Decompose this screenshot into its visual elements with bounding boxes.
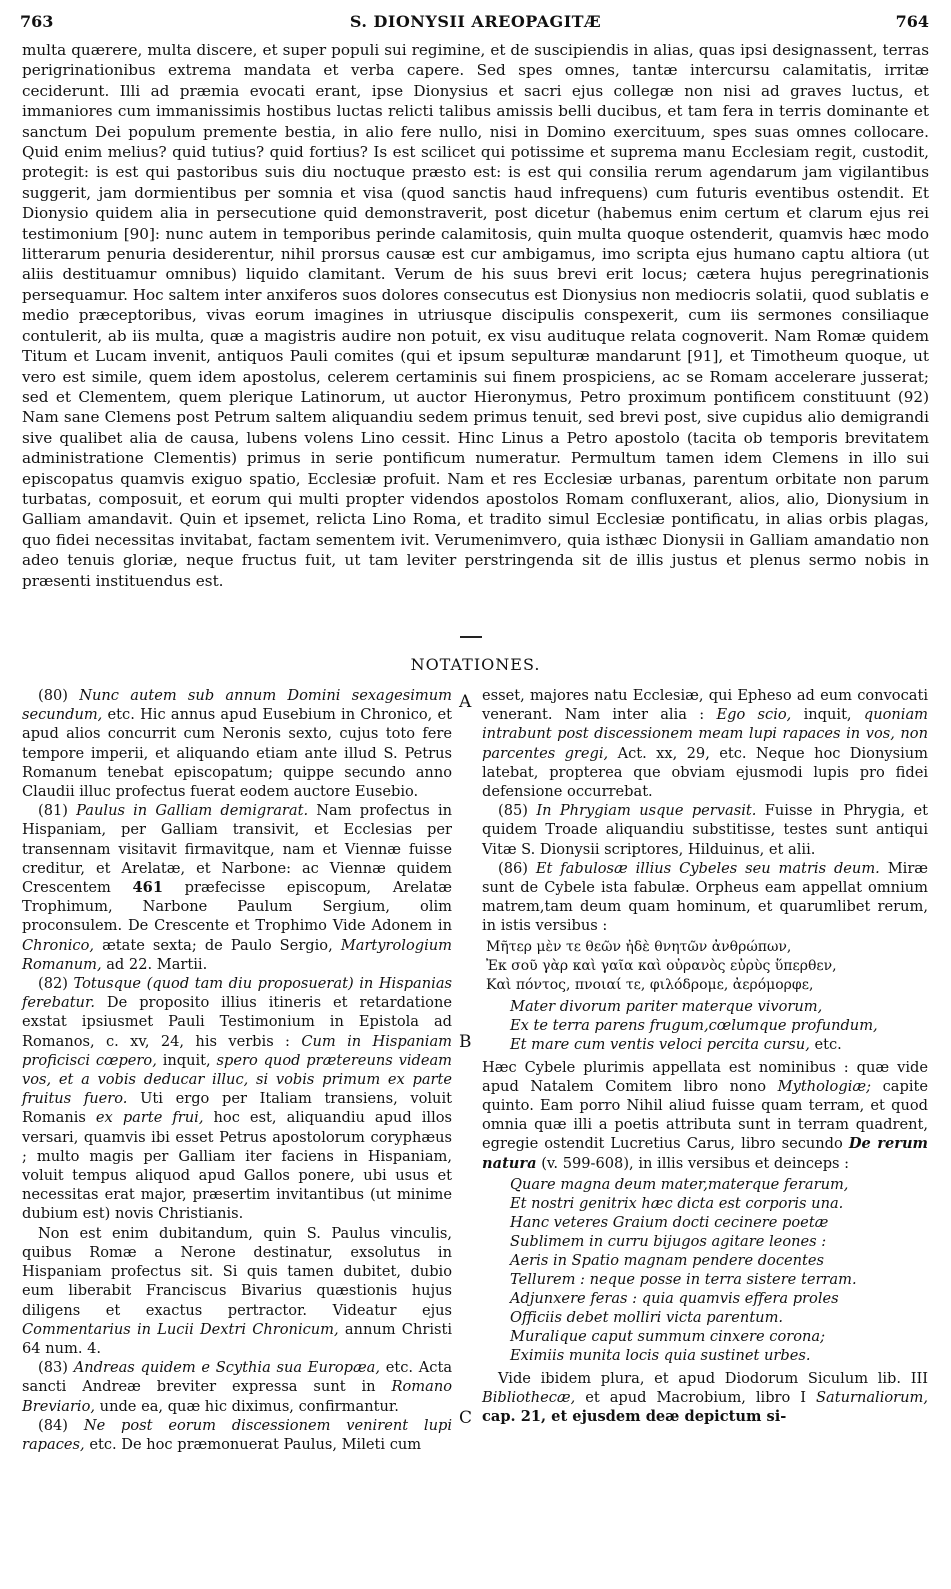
cybele-paragraph: Hæc Cybele plurimis appellata est nominibus : quæ vide apud Natalem Comitem libro nono Mythologiæ; capite quinto. Eam porro Nihil aliud fuisse quam terram, et quod omnia quæ illi a poetis attributa sunt in terram quadrent, egregie ostendit Lucretius Carus, libro secundo De rerum natura (v. 599-608), in illis versibus et deinceps : bbox=[482, 1058, 929, 1172]
verse-line: Hanc veteres Graium docti cecinere poetæ bbox=[510, 1213, 829, 1231]
verse-line: Tellurem : neque posse in terra sistere terram. bbox=[510, 1270, 857, 1288]
margin-marker-b: B bbox=[459, 1032, 472, 1052]
section-divider bbox=[460, 636, 482, 638]
margin-marker-c: C bbox=[459, 1408, 473, 1428]
verse-line: Officiis debet molliri victa parentum. bbox=[510, 1308, 784, 1326]
running-title: S. DIONYSII AREOPAGITÆ bbox=[349, 12, 602, 31]
vide-paragraph: Vide ibidem plura, et apud Diodorum Siculum lib. III Bibliothecæ, et apud Macrobium, libro I Saturnaliorum, cap. 21, et ejusdem deæ depictum si- bbox=[482, 1369, 929, 1426]
greek-line: Μῆτερ μὲν τε θεῶν ἠδὲ θνητῶν ἀνθρώπων, bbox=[486, 938, 792, 955]
verse-line: Ex te terra parens frugum,cœlumque profundum, bbox=[510, 1016, 878, 1034]
note-84: (84) Ne post eorum discessionem venirent lupi rapaces, etc. De hoc præmonuerat Paulus, Mileti cum bbox=[22, 1416, 453, 1453]
greek-verses bbox=[482, 938, 928, 995]
notes-left-column bbox=[22, 686, 452, 1454]
greek-line: Καὶ πόντος, πνοιαί τε, φιλόδρομε, ἀερόμορφε, bbox=[486, 976, 814, 993]
note-84-continuation: esset, majores natu Ecclesiæ, qui Epheso ad eum convocati venerant. Nam inter alia : Ego scio, inquit, quoniam intrabunt post discessionem meam lupi rapaces in vos, non parcentes gregi, Act. xx, 29, etc. Neque hoc Dionysium latebat, propterea que obviam ejusmodi lupis pro fidei defensione occurrebat. bbox=[482, 687, 929, 801]
note-82: (82) Totusque (quod tam diu proposuerat) in Hispanias ferebatur. De proposito illius itineris et retardatione exstat ipsiusmet Pauli Testimonium in Epistola ad Romanos, c. xv, 24, his verbis : Cum in Hispaniam proficisci cœpero, inquit, spero quod prætereuns videam vos, et a vobis deducar illuc, si vobis primum ex parte fruitus fuero. Uti ergo per Italiam transiens, voluit Romanis ex parte frui, hoc est, aliquandiu apud illos versari, quamvis ibi esset Petrus apostolorum coryphæus ; multo magis per Galliam iter faciens in Hispaniam, voluit tempus aliquod apud Gallos ponere, ubi usus et necessitas erat major, præsertim invitantibus (ut minime dubium est) novis Christianis. bbox=[22, 975, 453, 1223]
verse-line: Mater divorum pariter materque vivorum, bbox=[510, 997, 823, 1015]
latin-verses bbox=[510, 997, 928, 1054]
note-82-continuation: Non est enim dubitandum, quin S. Paulus vinculis, quibus Romæ a Nerone destinatur, exsolutus in Hispaniam profectus sit. Si quis tamen dubitet, dubio eum liberabit Franciscus Bivarius quæstionis hujus diligens et exactus pertractor. Videatur ejus Commentarius in Lucii Dextri Chronicum, annum Christi 64 num. 4. bbox=[22, 1224, 453, 1357]
greek-line: Ἐκ σοῦ γὰρ καὶ γαῖα καὶ οὐρανὸς εὐρὺς ὕπερθεν, bbox=[486, 957, 837, 974]
margin-marker-a: A bbox=[459, 692, 472, 712]
verse-line: Et mare cum ventis veloci percita cursu, etc. bbox=[510, 1035, 842, 1053]
notes-heading: NOTATIONES. bbox=[410, 655, 541, 674]
note-83: (83) Andreas quidem e Scythia sua Europæa, etc. Acta sancti Andreæ breviter expressa sunt in Romano Breviario, unde ea, quæ hic diximus, confirmantur. bbox=[22, 1359, 453, 1415]
verse-line: Eximiis munita locis quia sustinet urbes. bbox=[510, 1346, 811, 1364]
verse-line: Adjunxere feras : quia quamvis effera proles bbox=[510, 1289, 839, 1307]
note-85: (85) In Phrygiam usque pervasit. Fuisse in Phrygia, et quidem Troade aliquandiu substitisse, testes sunt antiqui Vitæ S. Dionysii scriptores, Hilduinus, et alii. bbox=[482, 802, 928, 858]
main-paragraph: multa quærere, multa discere, et super populi sui regimine, et de suscipiendis in alias, quas ipsi designassent, terras perigrinationibus extrema mandata et verba capere. Sed spes omnes, tantæ intercursu calamitatis, irritæ ceciderunt. Illi ad præmia evocati erant, ipse Dionysius et sacri ejus collegæ non nisi ad graves luctus, et immaniores cum immanissimis hostibus luctas relicti talibus amissis belli ducibus, et tam fera in terris dominante et sanctum Dei populum premente bestia, in alio fere nullo, nisi in Domino exercituum, spes suas omnes collocare. Quid enim melius? quid tutius? quid fortius? Is est scilicet qui potissime et suprema manu Ecclesiam regit, custodit, protegit: is est qui pastoribus suis diu noctuque præsto est: is est qui consilia rerum agendarum jam vigilantibus suggerit, jam dormientibus per somnia et visa (quod sanctis haud infrequens) cum futuris eventibus ostendit. Et Dionysio quidem alia in persecutione quid demonstraverit, post dicetur (habemus enim certum et clarum ejus rei testimonium [90]: nunc autem in temporibus perinde calamitosis, quin multa quoque ostenderit, quamvis hæc modo litterarum penuria desiderentur, nihil prorsus causæ est cur ambigamus, imo scripta ejus humano captu altiora (ut aliis destituamur omnibus) liquido clamitant. Verum de his suus brevi erit locus; cætera hujus peregrinationis persequamur. Hoc saltem inter anxiferos suos dolores consecutus est Dionysius non mediocris solatii, quod sublatis e medio præceptoribus, vivas eorum imagines in utriusque discipulis conspexerit, cum iis sermones consiliaque contulerit, ab iis multa, quæ a magistris audire non potuit, ex visu audituque relata cognoverit. Nam Romæ quidem Titum et Lucam invenit, antiquos Pauli comites (qui et ipsum sepulturæ mandarunt [91], et Timotheum quoque, ut vero est simile, quem idem apostolus, celerem certaminis sui finem prospiciens, ac se Romam accelerare jusserat; sed et Clementem, quem plerique Latinorum, ut auctor Hieronymus, Petro proximum pontificem constituunt (92) Nam sane Clemens post Petrum saltem aliquandiu sedem primus tenuit, sed brevi post, sive cupidus alio demigrandi sive qualibet alia de causa, lubens volens Lino cessit. Hinc Linus a Petro apostolo (tacita ob temporis brevitatem administratione Clementis) primus in serie pontificum numeratur. Permultum tamen idem Clemens in illo sui episcopatus quamvis exiguo spatio, Ecclesiæ profuit. Nam et res Ecclesiæ urbanas, parentum orbitate non parum turbatas, composuit, et eorum qui multi propter videndos apostolos Romam confluxerant, alios, alio, Dionysium in Galliam amandavit. Quin et ipsemet, relicta Lino Roma, et tradito simul Ecclesiæ pontificatu, in alias orbis plagas, quo fidei necessitas invitabat, factam sementem ivit. Verumenimvero, quia isthæc Dionysii in Galliam amandatio non adeo tenuis gloriæ, neque fructus fuit, ut tam leviter perstringenda sit de illis justus et plenus sermo nobis in præsenti instituendus est. bbox=[22, 41, 929, 590]
verse-line: Et nostri genitrix hæc dicta est corporis una. bbox=[510, 1194, 844, 1212]
note-81: (81) Paulus in Galliam demigrarat. Nam profectus in Hispaniam, per Galliam transivit, et Ecclesias per transennam visitavit firmavitque, nam et Viennæ fuisse creditur, et Arelatæ, et Narbone: ac Viennæ quidem Crescentem 461 præfecisse episcopum, Arelatæ Trophimum, Narbone Paulum Sergium, olim proconsulem. De Crescente et Trophimo Vide Adonem in Chronico, ætate sexta; de Paulo Sergio, Martyrologium Romanum, ad 22. Martii. bbox=[22, 802, 453, 973]
verse-line: Aeris in Spatio magnam pendere docentes bbox=[510, 1251, 825, 1269]
lucretius-verses bbox=[510, 1175, 928, 1365]
main-text bbox=[22, 40, 929, 591]
note-86: (86) Et fabulosæ illius Cybeles seu matris deum. Miræ sunt de Cybele ista fabulæ. Orpheus eam appellat omnium matrem,tam deum quam hominum, et quarumlibet rerum, in istis versibus : bbox=[482, 859, 929, 935]
page-number-left: 763 bbox=[20, 12, 54, 31]
page-number-right: 764 bbox=[895, 12, 929, 31]
notes-right-column bbox=[482, 686, 928, 1426]
verse-line: Sublimem in curru bijugos agitare leones : bbox=[510, 1232, 827, 1250]
verse-line: Quare magna deum mater,materque ferarum, bbox=[510, 1175, 849, 1193]
note-80: (80) Nunc autem sub annum Domini sexagesimum secundum, etc. Hic annus apud Eusebium in Chronico, et apud alios concurrit cum Neronis sexto, cujus toto fere tempore imperii, et aliquando etiam ante illud S. Petrus Romanum tenebat episcopatum; quippe secundo anno Claudii illuc profectus fuerat eodem auctore Eusebio. bbox=[22, 687, 453, 801]
verse-line: Muralique caput summum cinxere corona; bbox=[510, 1327, 826, 1345]
